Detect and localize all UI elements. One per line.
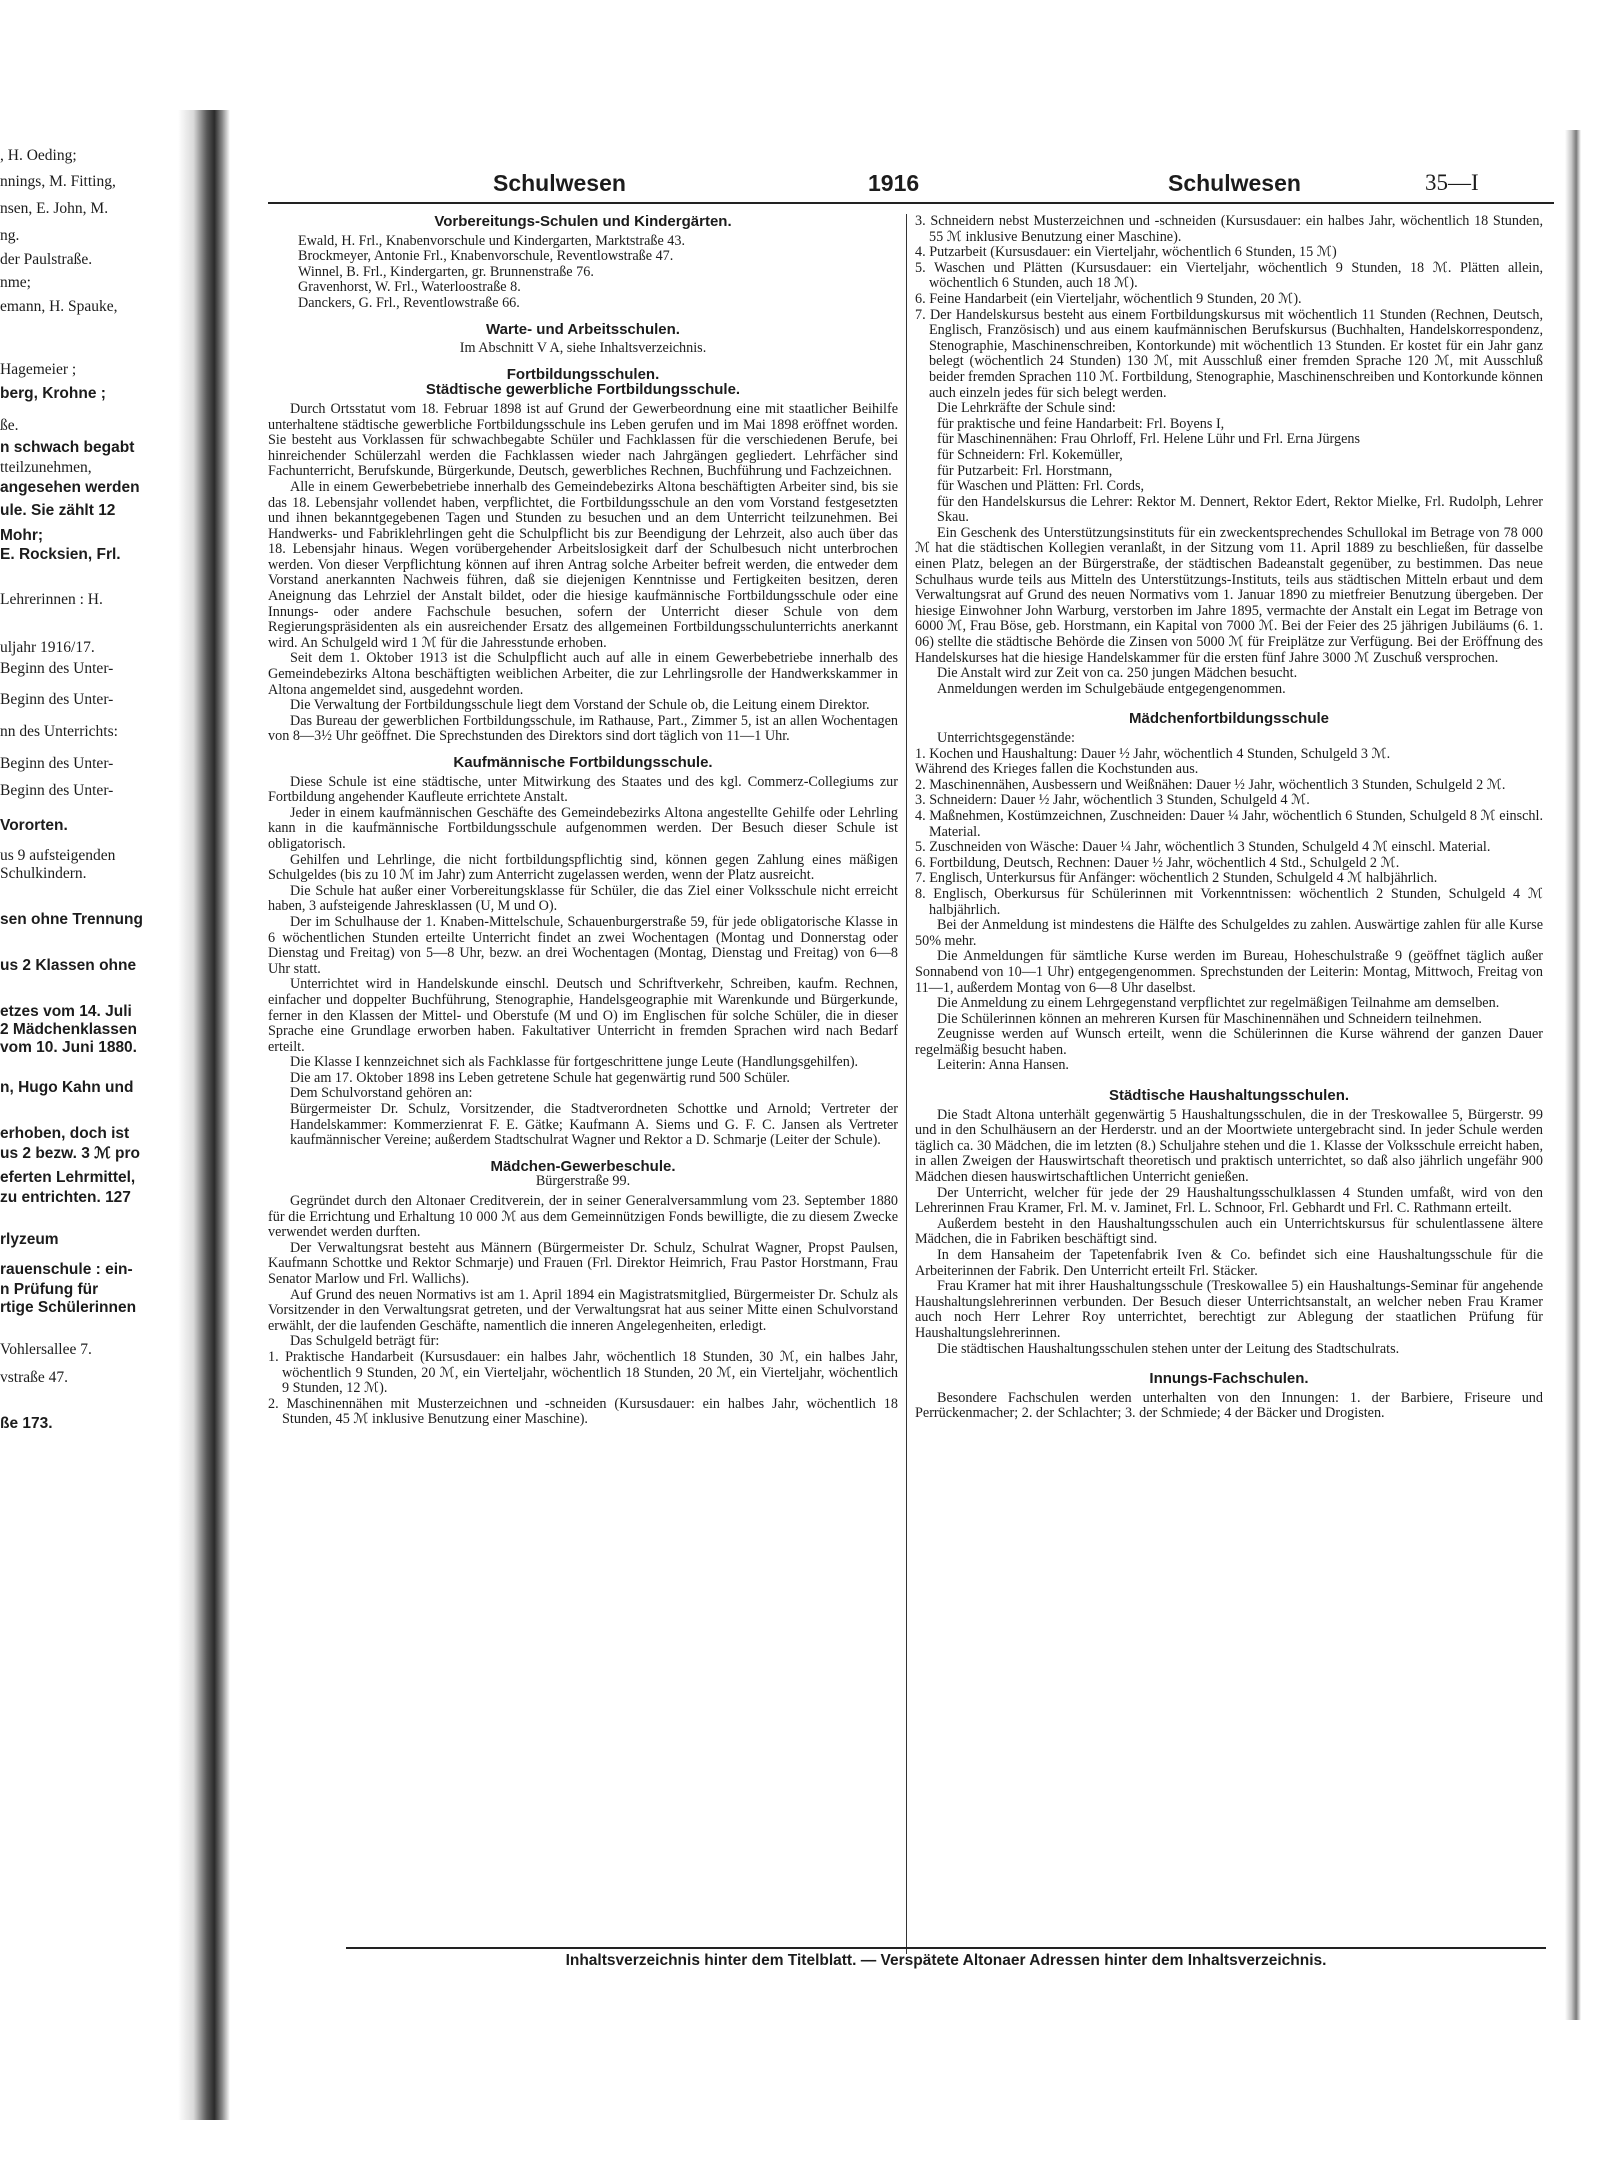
fragment-line: Beginn des Unter- [0,755,114,772]
paragraph: Leiterin: Anna Hansen. [937,1057,1069,1074]
paragraph: Der Verwaltungsrat besteht aus Männern (Bürgermeister Dr. Schulz, Schulrat Wagner, Propst Paulsen, Kaufmann Schottke und Rektor Schmarje) und Frauen (Frl. Direktor Heimrich, Frau Pastor Horstmann, Frau Senator Marlow und Frl. Wallichs). [268,1239,898,1287]
fragment-line: angesehen werden [0,479,140,496]
fragment-line: sen ohne Trennung [0,911,143,928]
paragraph: Die Verwaltung der Fortbildungsschule liegt dem Vorstand der Schule ob, die Leitung einem Direktor. [290,697,870,714]
header-right: Schulwesen [1168,170,1301,196]
fragment-line: nme; [0,274,31,291]
fragment-line: tteilzunehmen, [0,459,92,476]
section-subheading: Im Abschnitt V A, siehe Inhaltsverzeichnis. [459,340,707,357]
list-item: 7. Englisch, Unterkursus für Anfänger: wöchentlich 2 Stunden, Schulgeld 4 ℳ halbjährlich. [915,870,1438,887]
paragraph: Bürgermeister Dr. Schulz, Vorsitzender, die Stadtverordneten Schottke und Arnold; Vertreter der Handelskammer: Kommerzienrat F. E. Gätke; Kaufmann A. Siems und G. F. C. Jansen als Vertreter kaufmännischer Vereine; außerdem Stadtschulrat Wagner und Rektor a D. Schmarje (Leiter der Schule). [290,1101,898,1149]
fragment-line: ße 173. [0,1415,53,1432]
section-heading: Mädchen-Gewerbeschule. [490,1157,676,1175]
paragraph: Durch Ortsstatut vom 18. Februar 1898 ist auf Grund der Gewerbeordnung eine mit staatlicher Beihilfe unterhaltene städtische gewerbliche Fortbildungsschule ins Leben gerufen und im Mai 1898 eröffnet worden. Sie besteht aus Vorklassen für schwachbegabte Schüler und Fachklassen für die verschiedenen Berufe, bei hinreichender Schülerzahl werden die Fachklassen wieder nach Jahrgängen gegliedert. Lehrfächer sind Fachunterricht, Berufskunde, Bürgerkunde, Deutsch, gewerbliches Rechnen, Buchführung und Fachzeichnen. [268,400,898,480]
fragment-line: uljahr 1916/17. [0,639,95,656]
list-item: für Schneidern: Frl. Kokemüller, [937,446,1123,463]
list-item: Während des Krieges fallen die Kochstunden aus. [915,761,1199,778]
paragraph: Bei der Anmeldung ist mindestens die Hälfte des Schulgeldes zu zahlen. Auswärtige zahlen für alle Kurse 50% mehr. [915,917,1543,949]
section-heading: Städtische Haushaltungsschulen. [1108,1087,1350,1105]
list-item: für den Handelskursus die Lehrer: Rektor M. Dennert, Rektor Edert, Rektor Mielke, Frl. Rudolph, Lehrer Skau. [937,493,1543,526]
list-item: 4. Putzarbeit (Kursusdauer: ein Vierteljahr, wöchentlich 6 Stunden, 15 ℳ) [915,244,1337,261]
footer-notice: Inhaltsverzeichnis hinter dem Titelblatt. — Verspätete Altonaer Adressen hinter dem Inhaltsverzeichnis. [346,1947,1546,1970]
fragment-line: eferten Lehrmittel, [0,1169,136,1186]
fragment-line: 2 Mädchenklassen [0,1021,137,1038]
paragraph: Unterrichtet wird in Handelskunde einschl. Deutsch und Schriftverkehr, Schreiben, kaufm. Rechnen, einfacher und doppelter Buchführung, Stenographie, Handelsgeographie mit Warenkunde und Bürgerkunde, ferner in den Klassen der Mittel- und Oberstufe (M und O) im Englischen für solche Schüler, die in dieser Sprache eine Grundlage erworben haben. Fakultativer Unterricht in fremden Sprachen wird nach Bedarf erteilt. [268,976,898,1055]
list-item: für Maschinennähen: Frau Ohrloff, Frl. Helene Lühr und Frl. Erna Jürgens [937,431,1361,448]
fragment-line: nnings, M. Fitting, [0,173,116,190]
page-edge [1565,130,1581,2020]
list-item: 8. Englisch, Oberkursus für Schülerinnen mit Vorkenntnissen: wöchentlich 2 Stunden, Schulgeld 4 ℳ halbjährlich. [915,885,1543,918]
paragraph: Die Stadt Altona unterhält gegenwärtig 5 Haushaltungsschulen, die in der Treskowallee 5, Bürgerstr. 99 und in den Schulhäusern an der Herderstr. und an der Moortwiete untergebracht sind. In jeder Schule werden täglich ca. 30 Mädchen, die im letzten (8.) Schuljahre stehen und die 1. Klasse der Volksschule erreicht haben, in allen Zweigen der Hauswirtschaft theoretisch und praktisch unterrichtet, so daß also jährlich ungefähr 900 Mädchen diesen hauswirtschaftlichen Unterricht genießen. [915,1106,1543,1186]
fragment-line: us 2 bezw. 3 ℳ pro [0,1145,141,1162]
paragraph: Dem Schulvorstand gehören an: [290,1085,473,1102]
paragraph: Zeugnisse werden auf Wunsch erteilt, wenn die Schülerinnen die Kurse während der ganzen Dauer regelmäßig besucht haben. [915,1026,1543,1058]
fragment-line: erhoben, doch ist [0,1125,130,1142]
paragraph: Gehilfen und Lehrlinge, die nicht fortbildungspflichtig sind, können gegen Zahlung eines mäßigen Schulgeldes (bis zu 10 ℳ im Jahr) zum Anterricht zugelassen werden, wenn der Platz ausreicht. [268,851,898,884]
paragraph: Gegründet durch den Altonaer Creditverein, der in seiner Generalversammlung vom 23. September 1880 für die Errichtung und Erhaltung 10 000 ℳ aus dem Gemeinnützigen Fonds bewilligte, die zu diesem Zwecke verwendet werden durften. [268,1193,898,1241]
paragraph: Besondere Fachschulen werden unterhalten von den Innungen: 1. der Barbiere, Friseure und Perrückenmacher; 2. der Schlachter; 3. der Schmiede; 4 der Bäcker und Drogisten. [915,1389,1543,1422]
section-heading: Mädchenfortbildungsschule [1128,710,1329,728]
fragment-line: rauenschule : ein- [0,1261,133,1278]
fragment-line: us 2 Klassen ohne [0,957,137,974]
paragraph: Der Unterricht, welcher für jede der 29 Haushaltungsschulklassen 4 Stunden umfaßt, wird von den Lehrerinnen Frau Kramer, Frl. M. v. Jaminet, Frl. L. Schnoor, Frl. Gebhardt und Frl. C. Rathmann erteilt. [915,1184,1543,1217]
paragraph: Die Schülerinnen können an mehreren Kursen für Maschinennähen und Schneidern teilnehmen. [937,1010,1482,1027]
fragment-line: rlyzeum [0,1231,59,1248]
list-item: Winnel, B. Frl., Kindergarten, gr. Brunnenstraße 76. [298,263,594,280]
fee-list [915,214,1543,401]
list-item: Gravenhorst, W. Frl., Waterloostraße 8. [298,279,521,296]
fragment-line: nn des Unterrichts: [0,723,118,740]
fragment-line: Hagemeier ; [0,361,77,378]
section-heading: Städtische gewerbliche Fortbildungsschule. [425,381,741,399]
list-item: 1. Praktische Handarbeit (Kursusdauer: ein halbes Jahr, wöchentlich 18 Stunden, 30 ℳ, ein halbes Jahr, wöchentlich 9 Stunden, 20 ℳ, ein Vierteljahr, wöchentlich 18 Stunden, 20 ℳ, ein Vierteljahr, wöchentlich 9 Stunden, 12 ℳ). [268,1348,898,1397]
list-item: 3. Schneidern: Dauer ½ Jahr, wöchentlich 3 Stunden, Schulgeld 4 ℳ. [915,792,1310,809]
fragment-line: Mohr; [0,527,44,544]
fragment-line: nsen, E. John, M. [0,200,109,217]
fragment-line: zu entrichten. 127 [0,1189,131,1206]
list-item: für Putzarbeit: Frl. Horstmann, [937,462,1113,479]
column-left [268,214,906,1954]
section-heading: Vorbereitungs-Schulen und Kindergärten. [434,214,732,230]
column-right [915,214,1543,1954]
page [268,168,1554,1969]
paragraph: Ein Geschenk des Unterstützungsinstituts für ein zweckentsprechendes Schullokal im Betrage von 78 000 ℳ hat die städtischen Kollegien veranlaßt, in der Sitzung vom 11. April 1889 zu beschließen, für dasselbe einen Platz, belegen an der Bürgerstraße, der städtischen Badeanstalt gegenüber, zu bestimmen. Das neue Schulhaus wurde teils aus Mitteln des Unterstützungs-Instituts, teils aus städtischen Mitteln erbaut und dem Verwaltungsrat auf Grund des neuen Normativs vom 1. Januar 1890 zu mietfreier Benutzung übergeben. Der hiesige Einwohner John Warburg, verstorben im Jahre 1895, vermachte der Anstalt ein Legat im Betrage von 6000 ℳ, Frau Böse, geb. Horstmann, ein Kapital von 7000 ℳ. Bei der Feier des 25 jährigen Jubiläums (6. 1. 06) stellte die städtische Behörde die Zinsen von 5000 ℳ für Freiplätze zur Verfügung. Bei der Eröffnung des Handelskurses hat die hiesige Handelskammer für die ersten fünf Jahre 3000 ℳ Zuschuß versprochen. [915,524,1543,666]
paragraph: Die Lehrkräfte der Schule sind: [937,400,1116,417]
page-number: 35—I [1425,170,1479,195]
subject-list [915,747,1543,919]
section-heading: Fortbildungsschulen. [506,365,660,383]
fragment-line: Lehrerinnen : H. [0,591,103,608]
fragment-line: der Paulstraße. [0,251,93,268]
fragment-line: Schulkindern. [0,865,87,882]
paragraph: Die Klasse I kennzeichnet sich als Fachklasse für fortgeschrittene junge Leute (Handlungsgehilfen). [290,1054,859,1071]
fragment-line: vom 10. Juni 1880. [0,1039,137,1056]
fee-list [268,1350,898,1428]
fragment-line: rtige Schülerinnen [0,1299,137,1316]
paragraph: Das Bureau der gewerblichen Fortbildungsschule, im Rathause, Part., Zimmer 5, ist an allen Wochentagen von 8—3½ Uhr geöffnet. Die Sprechstunden des Direktors sind dort täglich von 11—1 Uhr. [268,712,898,745]
paragraph: Außerdem besteht in den Haushaltungsschulen auch ein Unterrichtskursus für schulentlassene ältere Mädchen, die in Fabriken beschäftigt sind. [915,1215,1543,1248]
fragment-line: Beginn des Unter- [0,782,114,799]
list-item: 6. Feine Handarbeit (ein Vierteljahr, wöchentlich 9 Stunden, 20 ℳ). [915,290,1302,307]
paragraph: Die Schule hat außer einer Vorbereitungsklasse für Schüler, die das Ziel einer Volksschule nicht erreicht haben, 3 aufsteigende Jahresklassen (U, M und O). [268,882,898,915]
paragraph: Die Anmeldungen für sämtliche Kurse werden im Bureau, Hoheschulstraße 9 (geöffnet täglich außer Sonnabend von 10—1 Uhr) entgegengenommen. Sprechstunden der Leiterin: Montag, Mittwoch, Freitag von 11—1, außerdem Montag von 6—8 Uhr daselbst. [915,948,1543,996]
fragment-line: etzes vom 14. Juli [0,1003,132,1020]
section-subheading: Bürgerstraße 99. [535,1173,631,1190]
teacher-list [915,417,1543,526]
list-item: Danckers, G. Frl., Reventlowstraße 66. [298,294,520,311]
list-item: für praktische und feine Handarbeit: Frl. Boyens I, [937,415,1225,432]
fragment-line: Vororten. [0,817,68,834]
list-item: 1. Kochen und Haushaltung: Dauer ½ Jahr, wöchentlich 4 Stunden, Schulgeld 3 ℳ. [915,745,1391,762]
fragment-line: n Prüfung für [0,1281,99,1298]
fragment-line: Beginn des Unter- [0,660,114,677]
paragraph: Der im Schulhause der 1. Knaben-Mittelschule, Schauenburgerstraße 59, für jede obligatorische Klasse in 6 wöchentlichen Stunden erteilte Unterricht findet an zwei Wochentagen (Montag und Donnerstag oder Dienstag und Freitag) von 5—8 Uhr, bezw. an drei Wochentagen (Montag, Dienstag und Freitag) von 6—8 Uhr statt. [268,913,898,977]
paragraph: Die städtischen Haushaltungsschulen stehen unter der Leitung des Stadtschulrats. [937,1340,1400,1357]
header-year: 1916 [868,170,920,196]
paragraph: Anmeldungen werden im Schulgebäude entgegengenommen. [937,680,1286,697]
paragraph: Alle in einem Gewerbebetriebe innerhalb des Gemeindebezirks Altona beschäftigten Arbeiter sind, bis sie das 18. Lebensjahr vollendet haben, verpflichtet, die Fortbildungsschule an den vom Vorstand festgesetzten und ihnen bekanntgegebenen Tagen und Stunden zu besuchen und an dem Unterricht teilzunehmen. Bei Handwerks- und Fabriklehrlingen geht die Schulpflicht bis zur Beendigung der Lehrzeit, also auch über das 18. Lebensjahr hinaus. Wegen vorübergehender Arbeitslosigkeit darf der Schulbesuch nicht unterbrochen werden. Von dieser Verpflichtung können auf ihren Antrag solche Arbeiter befreit werden, die entweder dem Vorstand anerkannten Nachweis führen, daß sie diejenigen Kenntnisse und Fertigkeiten besitzen, deren Aneignung das Lehrziel der Anstalt bildet, oder die hiesige kaufmännische Fortbildungsschule oder eine Innungs- oder andere Fachschule besuchen, sofern der Unterricht dieser Schule von dem Regierungspräsidenten als ein ausreichender Ersatz des allgemeinen Fortbildungsschulunterrichts anerkannt wird. An Schulgeld wird 1 ℳ für die Jahresstunde erhoben. [268,478,898,651]
section-heading: Warte- und Arbeitsschulen. [486,320,680,338]
paragraph: In dem Hansaheim der Tapetenfabrik Iven & Co. befindet sich eine Haushaltungsschule für die Arbeiterinnen der Fabrik. Den Unterricht erteilt Frl. Stäcker. [915,1247,1543,1279]
fragment-line: berg, Krohne ; [0,385,106,402]
paragraph: Die Anstalt wird zur Zeit von ca. 250 jungen Mädchen besucht. [937,665,1298,682]
fragment-line: E. Rocksien, Frl. [0,546,121,563]
fragment-line: n, Hugo Kahn und [0,1079,134,1096]
list-item: 4. Maßnehmen, Kostümzeichnen, Zuschneiden: Dauer ¼ Jahr, wöchentlich 6 Stunden, Schulgeld 8 ℳ einschl. Material. [915,807,1543,840]
kindergarten-list [268,234,898,312]
fragment-line: Beginn des Unter- [0,691,114,708]
fragment-line: vstraße 47. [0,1369,69,1386]
fragment-line: , H. Oeding; [0,147,77,164]
header-left: Schulwesen [493,170,626,196]
list-item: 7. Der Handelskursus besteht aus einem Fortbildungskursus mit wöchentlich 11 Stunden (Rechnen, Deutsch, Englisch, Französisch) und aus einem kaufmännischen Berufskursus (Buchhalten, Handelskorrespondenz, Stenographie, Maschinenschreiben, Kontorkunde) mit wöchentlich 13 Stunden. Er kostet für ein Jahr ganz belegt (wöchentlich 24 Stunden) 130 ℳ, mit Ausschluß einer fremden Sprache 120 ℳ, mit Ausschluß beider fremden Sprachen 110 ℳ. Fortbildung, Stenographie, Maschinenschreiben und Kontorkunde können auch einzeln jedes für sich belegt werden. [915,306,1543,401]
paragraph: Die Anmeldung zu einem Lehrgegenstand verpflichtet zur regelmäßigen Teilnahme am demselben. [937,995,1500,1012]
paragraph: Frau Kramer hat mit ihrer Haushaltungsschule (Treskowallee 5) ein Haushaltungs-Seminar für angehende Haushaltungslehrerinnen verbunden. Der Besuch dieser Unterrichtsanstalt, an welcher neben Frau Kramer auch noch Herr Lehrer Roy unterrichtet, berechtigt zur Ablegung der staatlichen Prüfung für Haushaltungslehrerinnen. [915,1278,1543,1341]
paragraph: Auf Grund des neuen Normativs ist am 1. April 1894 ein Magistratsmitglied, Bürgermeister Dr. Schulz als Vorsitzender in den Verwaltungsrat getreten, und der Verwaltungsrat hat aus seiner Mitte einen Schulvorstand erwählt, der die laufenden Geschäfte, namentlich die inneren Angelegenheiten, erledigt. [268,1286,898,1334]
facing-page-fragment [0,110,186,2010]
list-item: Ewald, H. Frl., Knabenvorschule und Kindergarten, Marktstraße 43. [298,232,686,249]
paragraph: Das Schulgeld beträgt für: [290,1333,440,1350]
paragraph: Seit dem 1. Oktober 1913 ist die Schulpflicht auch auf alle in einem Gewerbebetriebe innerhalb des Gemeindebezirks Altona beschäftigten weiblichen Arbeiter, die zur Lehrlingsrolle der Handwerkskammer in Altona angemeldet sind, ausgedehnt worden. [268,650,898,698]
fragment-line: us 9 aufsteigenden [0,847,116,864]
section-heading: Innungs-Fachschulen. [1149,1370,1309,1388]
running-header [268,168,1554,204]
list-item: für Waschen und Plätten: Frl. Cords, [937,478,1145,495]
fragment-line: Vohlersallee 7. [0,1341,92,1358]
fragment-line: emann, H. Spauke, [0,298,118,315]
section-heading: Kaufmännische Fortbildungsschule. [453,754,713,771]
list-item: Brockmeyer, Antonie Frl., Knabenvorschule, Reventlowstraße 47. [298,248,674,265]
list-item: 6. Fortbildung, Deutsch, Rechnen: Dauer ½ Jahr, wöchentlich 4 Std., Schulgeld 2 ℳ. [915,854,1400,871]
paragraph: Unterrichtsgegenstände: [937,730,1075,746]
paragraph: Die am 17. Oktober 1898 ins Leben getretene Schule hat gegenwärtig rund 500 Schüler. [290,1069,790,1086]
paragraph: Jeder in einem kaufmännischen Geschäfte des Gemeindebezirks Altona angestellte Gehilfe oder Lehrling kann in die kaufmännische Fortbildungsschule aufgenommen werden. Der Besuch dieser Schule ist obligatorisch. [268,804,898,852]
list-item: 5. Zuschneiden von Wäsche: Dauer ¼ Jahr, wöchentlich 3 Stunden, Schulgeld 4 ℳ einschl. Material. [915,839,1491,856]
fragment-line: ng. [0,227,20,244]
paragraph: Diese Schule ist eine städtische, unter Mitwirkung des Staates und des kgl. Commerz-Collegiums zur Fortbildung angehender Kaufleute errichtete Anstalt. [268,773,898,806]
list-item: 2. Maschinennähen mit Musterzeichnen und -schneiden (Kursusdauer: ein halbes Jahr, wöchentlich 18 Stunden, 45 ℳ inklusive Benutzung einer Maschine). [268,1395,898,1428]
fragment-line: ße. [0,417,19,434]
list-item: 5. Waschen und Plätten (Kursusdauer: ein Vierteljahr, wöchentlich 9 Stunden, 18 ℳ. Plätten allein, wöchentlich 6 Stunden, auch 18 ℳ). [915,259,1543,292]
fragment-line: ule. Sie zählt 12 [0,502,116,519]
list-item: 2. Maschinennähen, Ausbessern und Weißnähen: Dauer ½ Jahr, wöchentlich 3 Stunden, Schulgeld 2 ℳ. [915,776,1506,793]
list-item: 3. Schneidern nebst Musterzeichnen und -schneiden (Kursusdauer: ein halbes Jahr, wöchentlich 18 Stunden, 55 ℳ inklusive Benutzung einer Maschine). [915,214,1543,245]
fragment-line: n schwach begabt [0,439,135,456]
